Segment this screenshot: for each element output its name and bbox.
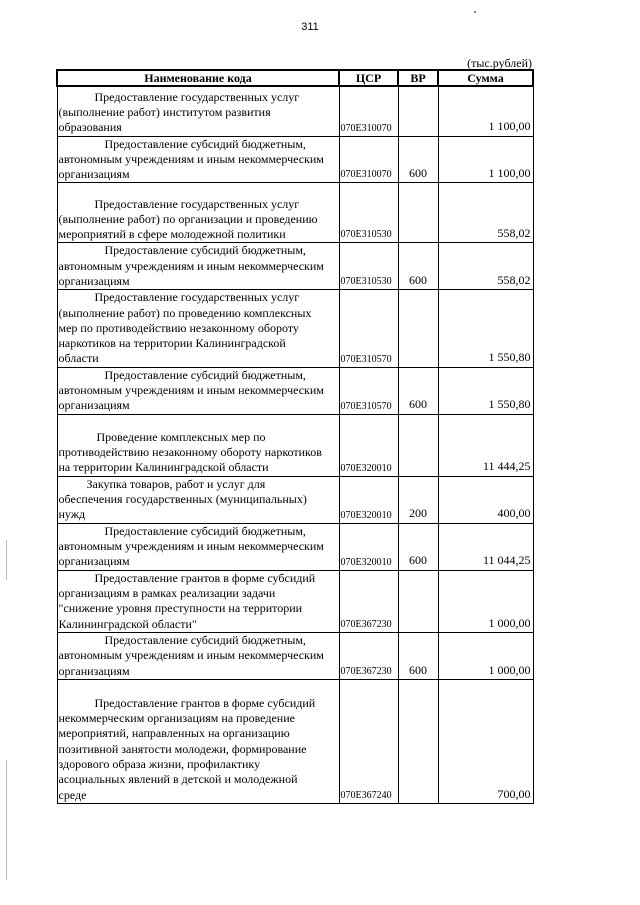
margin-mark (6, 760, 7, 880)
table-row (57, 367, 533, 414)
row-name-cell (57, 570, 339, 632)
row-vr: 200 (398, 476, 438, 523)
row-csr: 070Е320010 (339, 476, 398, 523)
row-name-cell (57, 243, 339, 290)
row-name: Предоставление субсидий бюджетным, автономным учреждениям и иным некоммерческим организациям (58, 367, 324, 413)
row-vr (398, 290, 438, 367)
row-name-cell (57, 290, 339, 367)
table-row (57, 570, 533, 632)
budget-table (56, 69, 534, 804)
table-row (57, 414, 533, 476)
row-name: Закупка товаров, работ и услуг для обеспечения государственных (муниципальных) нужд (58, 476, 307, 522)
table-header-row (57, 70, 533, 86)
row-vr: 600 (398, 243, 438, 290)
row-name: Предоставление грантов в форме субсидий некоммерческим организациям на проведение мероприятий, направленных на организацию позитивной занятости молодежи, формирование здорового образа жизни, профилактику асоциальных явлений в детской и молодежной среде (58, 695, 316, 802)
row-csr: 070Е367230 (339, 570, 398, 632)
row-sum: 558,02 (438, 243, 533, 290)
row-name: Предоставление грантов в форме субсидий организациям в рамках реализации задачи "снижение уровня преступности на территории Калининградской области" (58, 570, 316, 631)
table-row (57, 136, 533, 183)
row-csr: 070Е310530 (339, 183, 398, 243)
row-name-cell (57, 632, 339, 679)
row-name-cell (57, 523, 339, 570)
header-csr: ЦСР (339, 70, 398, 86)
units-label: (тыс.рублей) (467, 56, 532, 70)
row-csr: 070Е367230 (339, 632, 398, 679)
row-sum: 11 044,25 (438, 523, 533, 570)
row-name: Предоставление субсидий бюджетным, автономным учреждениям и иным некоммерческим организациям (58, 523, 324, 569)
row-vr (398, 414, 438, 476)
header-vr: ВР (398, 70, 438, 86)
scan-dot (474, 11, 476, 13)
row-sum: 1 000,00 (438, 632, 533, 679)
row-sum: 1 100,00 (438, 86, 533, 136)
row-vr (398, 679, 438, 803)
header-sum: Сумма (438, 70, 533, 86)
row-csr: 070Е310530 (339, 243, 398, 290)
row-name-cell (57, 476, 339, 523)
row-sum: 1 000,00 (438, 570, 533, 632)
row-vr: 600 (398, 136, 438, 183)
row-csr: 070Е310570 (339, 367, 398, 414)
row-sum: 1 550,80 (438, 367, 533, 414)
row-name: Предоставление субсидий бюджетным, автономным учреждениям и иным некоммерческим организациям (58, 243, 324, 288)
row-sum: 558,02 (438, 183, 533, 243)
row-vr (398, 86, 438, 136)
row-vr: 600 (398, 523, 438, 570)
table-row (57, 243, 533, 290)
row-sum: 11 444,25 (438, 414, 533, 476)
row-name-cell (57, 367, 339, 414)
row-csr: 070Е310070 (339, 86, 398, 136)
row-vr (398, 183, 438, 243)
row-sum: 1 550,80 (438, 290, 533, 367)
margin-mark (6, 540, 7, 580)
row-name: Предоставление государственных услуг (выполнение работ) по проведению комплексных мер по противодействию незаконному обороту наркотиков на территории Калининградской области (58, 290, 312, 366)
row-name: Проведение комплексных мер по противодействию незаконному обороту наркотиков на территории Калининградской области (58, 429, 322, 475)
table-row (57, 86, 533, 136)
row-vr: 600 (398, 367, 438, 414)
row-sum: 1 100,00 (438, 136, 533, 183)
row-name-cell (57, 86, 339, 136)
row-vr (398, 570, 438, 632)
row-csr: 070Е310570 (339, 290, 398, 367)
row-csr: 070Е310070 (339, 136, 398, 183)
header-name: Наименование кода (57, 70, 339, 86)
table-row (57, 183, 533, 243)
row-name-cell (57, 136, 339, 183)
row-name: Предоставление государственных услуг (выполнение работ) институтом развития образования (58, 89, 300, 135)
table-row (57, 679, 533, 803)
page-number: 311 (301, 21, 319, 33)
row-name: Предоставление субсидий бюджетным, автономным учреждениям и иным некоммерческим организациям (58, 136, 324, 182)
row-sum: 700,00 (438, 679, 533, 803)
table-row (57, 476, 533, 523)
row-name: Предоставление государственных услуг (выполнение работ) по организации и проведению мероприятий в сфере молодежной политики (58, 196, 318, 242)
row-csr: 070Е320010 (339, 414, 398, 476)
row-csr: 070Е320010 (339, 523, 398, 570)
row-name-cell (57, 183, 339, 243)
row-name-cell (57, 679, 339, 803)
row-name-cell (57, 414, 339, 476)
row-name: Предоставление субсидий бюджетным, автономным учреждениям и иным некоммерческим организациям (58, 632, 324, 678)
row-csr: 070Е367240 (339, 679, 398, 803)
table-row (57, 290, 533, 367)
table-row (57, 523, 533, 570)
row-vr: 600 (398, 632, 438, 679)
table-row (57, 632, 533, 679)
row-sum: 400,00 (438, 476, 533, 523)
